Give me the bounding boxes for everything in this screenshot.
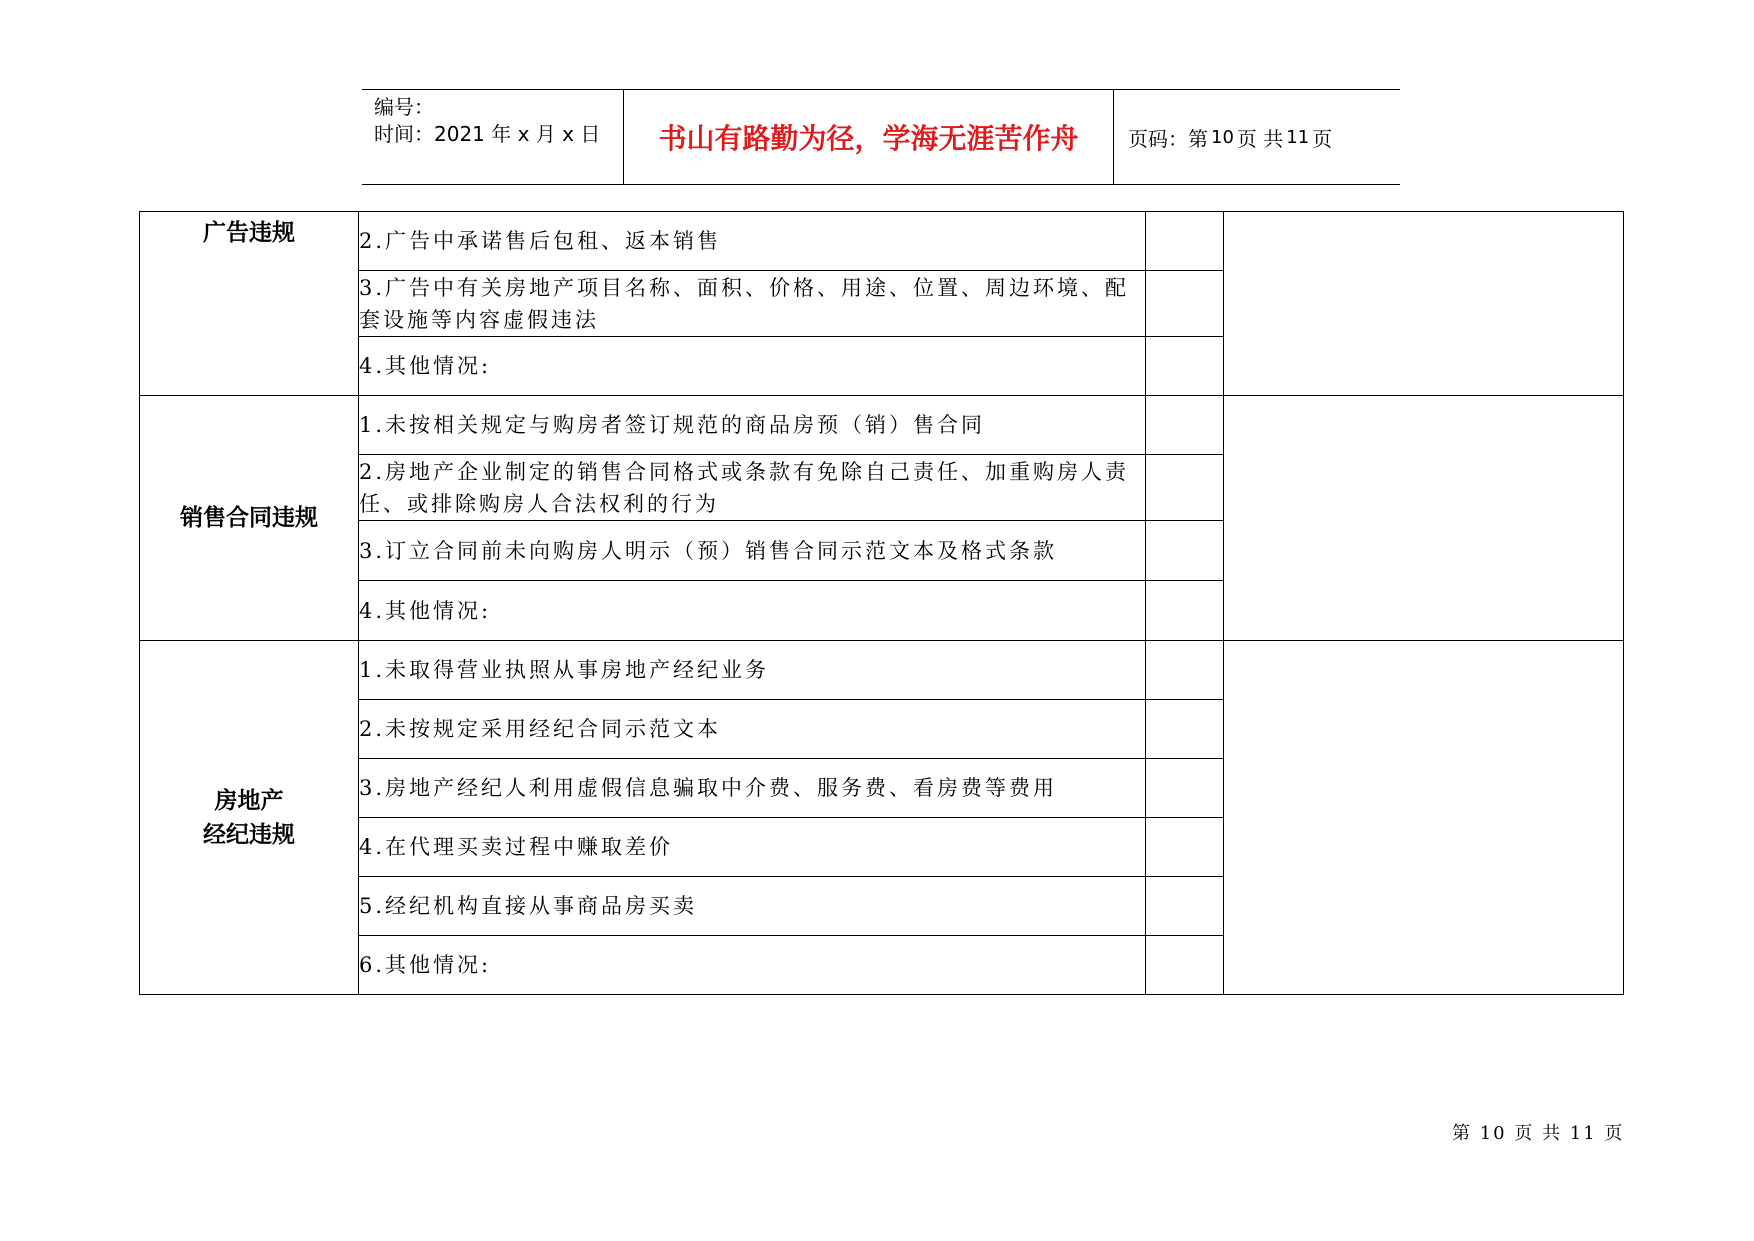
check-cell[interactable] [1146, 396, 1224, 455]
document-header [362, 89, 1400, 185]
header-page-indicator [1114, 90, 1400, 184]
check-cell[interactable] [1146, 759, 1224, 818]
page-current: 10 [1211, 126, 1234, 148]
item-cell: 4.其他情况: [359, 337, 1146, 396]
check-cell[interactable] [1146, 818, 1224, 877]
document-number-label: 编号： [374, 95, 434, 119]
item-cell: 3.订立合同前未向购房人明示（预）销售合同示范文本及格式条款 [359, 521, 1146, 581]
document-date: 时间：2021 年 x 月 x 日 [374, 122, 601, 146]
category-sales-contract: 销售合同违规 [140, 396, 359, 641]
category-brokerage-line1: 房地产 [214, 787, 284, 814]
item-cell: 3.广告中有关房地产项目名称、面积、价格、用途、位置、周边环境、配套设施等内容虚假违法 [359, 271, 1146, 337]
category-brokerage-line2: 经纪违规 [203, 821, 295, 848]
page-total: 11 [1286, 126, 1310, 148]
item-cell: 2.未按规定采用经纪合同示范文本 [359, 700, 1146, 759]
check-cell[interactable] [1146, 877, 1224, 936]
check-cell[interactable] [1146, 337, 1224, 396]
page-prefix: 页码：第 [1128, 126, 1208, 151]
table-row [140, 212, 1624, 271]
item-cell: 5.经纪机构直接从事商品房买卖 [359, 877, 1146, 936]
violations-table [139, 211, 1624, 995]
item-cell: 2.广告中承诺售后包租、返本销售 [359, 212, 1146, 271]
table-row [140, 396, 1624, 455]
category-brokerage [140, 641, 359, 995]
check-cell[interactable] [1146, 581, 1224, 641]
page-footer: 第 10 页 共 11 页 [1452, 1123, 1625, 1144]
check-cell[interactable] [1146, 700, 1224, 759]
page-mid: 页 共 [1236, 126, 1284, 151]
item-cell: 6.其他情况: [359, 936, 1146, 995]
check-cell[interactable] [1146, 521, 1224, 581]
header-meta [362, 90, 624, 184]
table-row [140, 641, 1624, 700]
item-cell: 1.未取得营业执照从事房地产经纪业务 [359, 641, 1146, 700]
check-cell[interactable] [1146, 455, 1224, 521]
header-motto: 书山有路勤为径，学海无涯苦作舟 [624, 90, 1114, 184]
remarks-cell[interactable] [1224, 212, 1624, 396]
item-cell: 4.其他情况: [359, 581, 1146, 641]
remarks-cell[interactable] [1224, 396, 1624, 641]
remarks-cell[interactable] [1224, 641, 1624, 995]
check-cell[interactable] [1146, 641, 1224, 700]
item-cell: 2.房地产企业制定的销售合同格式或条款有免除自己责任、加重购房人责任、或排除购房人合法权利的行为 [359, 455, 1146, 521]
item-cell: 1.未按相关规定与购房者签订规范的商品房预（销）售合同 [359, 396, 1146, 455]
check-cell[interactable] [1146, 212, 1224, 271]
item-cell: 4.在代理买卖过程中赚取差价 [359, 818, 1146, 877]
category-advertising: 广告违规 [140, 212, 359, 396]
page-suffix: 页 [1312, 126, 1333, 151]
item-cell: 3.房地产经纪人利用虚假信息骗取中介费、服务费、看房费等费用 [359, 759, 1146, 818]
check-cell[interactable] [1146, 936, 1224, 995]
check-cell[interactable] [1146, 271, 1224, 337]
